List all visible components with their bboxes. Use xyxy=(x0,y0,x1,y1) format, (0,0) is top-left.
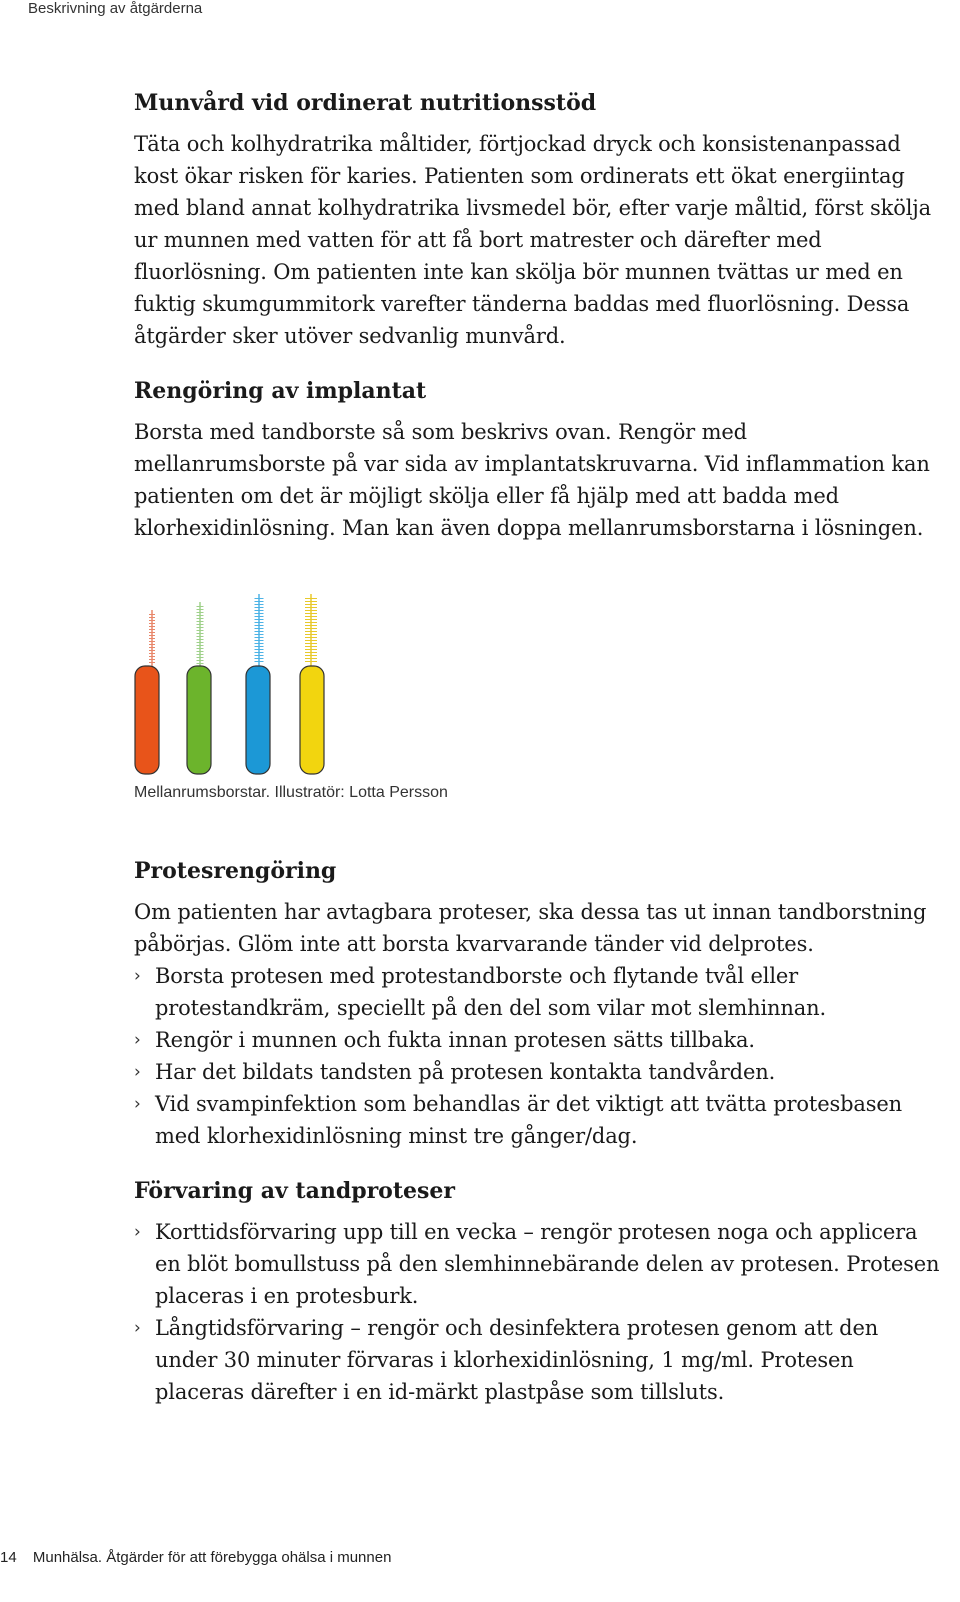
list-item xyxy=(134,960,942,1024)
section-heading: Rengöring av implantat xyxy=(134,378,427,404)
list-item xyxy=(134,1056,942,1088)
list-item xyxy=(134,1312,942,1408)
list-item-text: Har det bildats tandsten på protesen kontakta tandvården. xyxy=(155,1060,776,1084)
list-item-text: Rengör i munnen och fukta innan protesen sätts tillbaka. xyxy=(155,1028,755,1052)
brush-blue xyxy=(246,594,270,774)
list-item-text: Borsta protesen med protestandborste och flytande tvål eller protestandkräm, speciellt på den del som vilar mot slemhinnan. xyxy=(155,964,827,1020)
page-number: 14 xyxy=(0,1549,17,1566)
publication-subtitle: Åtgärder för att förebygga ohälsa i munnen xyxy=(106,1549,392,1566)
body-paragraph: Om patienten har avtagbara proteser, ska dessa tas ut innan tandborstning påbörjas. Glöm inte att borsta kvarvarande tänder vid delprotes. xyxy=(134,900,927,956)
brush-yellow xyxy=(300,594,324,774)
page-footer xyxy=(0,1549,391,1566)
brushes-svg xyxy=(130,592,330,780)
section-heading: Förvaring av tandproteser xyxy=(134,1178,455,1204)
chevron-right-icon: › xyxy=(134,1222,141,1242)
chevron-right-icon: › xyxy=(134,1030,141,1050)
brush-orange xyxy=(135,610,159,774)
brush-green xyxy=(187,602,211,774)
list-item-text: Långtidsförvaring – rengör och desinfektera protesen genom att den under 30 minuter förvaras i klorhexidinlösning, 1 mg/ml. Protesen placeras därefter i en id-märkt plastpåse som tillsluts. xyxy=(155,1316,879,1404)
section-heading: Protesrengöring xyxy=(134,858,337,884)
section-nutrition xyxy=(134,88,942,352)
chevron-right-icon: › xyxy=(134,1062,141,1082)
body-paragraph: Täta och kolhydratrika måltider, förtjockad dryck och konsistenanpassad kost ökar risken för karies. Patienten som ordinerats ett ökat energiintag med bland annat kolhydratrika livsmedel bör, efter varje måltid, först skölja ur munnen med vatten för att få bort matrester och därefter med fluorlösning. Om patienten inte kan skölja bör munnen tvättas ur med en fuktig skumgummitork varefter tänderna baddas med fluorlösning. Dessa åtgärder sker utöver sedvanlig munvård. xyxy=(134,132,932,348)
section-implants xyxy=(134,376,942,544)
running-head: Beskrivning av åtgärderna xyxy=(28,0,203,17)
list-item xyxy=(134,1024,942,1056)
publication-title: Munhälsa. xyxy=(32,1549,103,1566)
chevron-right-icon: › xyxy=(134,966,141,986)
chevron-right-icon: › xyxy=(134,1318,141,1338)
interdental-brushes-illustration xyxy=(130,592,330,780)
bullet-list xyxy=(134,1216,942,1408)
list-item xyxy=(134,1088,942,1152)
figure-caption: Mellanrumsborstar. Illustratör: Lotta Persson xyxy=(134,784,448,801)
body-paragraph: Borsta med tandborste så som beskrivs ovan. Rengör med mellanrumsborste på var sida av implantatskruvarna. Vid inflammation kan patienten om det är möjligt skölja eller få hjälp med att badda med klorhexidinlösning. Man kan även doppa mellanrumsborstarna i lösningen. xyxy=(134,420,930,540)
chevron-right-icon: › xyxy=(134,1094,141,1114)
section-storage xyxy=(134,1176,942,1408)
section-heading: Munvård vid ordinerat nutritionsstöd xyxy=(134,90,597,116)
bullet-list xyxy=(134,960,942,1152)
list-item xyxy=(134,1216,942,1312)
list-item-text: Korttidsförvaring upp till en vecka – rengör protesen noga och applicera en blöt bomullstuss på den slemhinnebärande delen av protesen. Protesen placeras i en protesburk. xyxy=(155,1220,940,1308)
section-dentures xyxy=(134,856,942,1152)
list-item-text: Vid svampinfektion som behandlas är det viktigt att tvätta protesbasen med klorhexidinlösning minst tre gånger/dag. xyxy=(155,1092,903,1148)
